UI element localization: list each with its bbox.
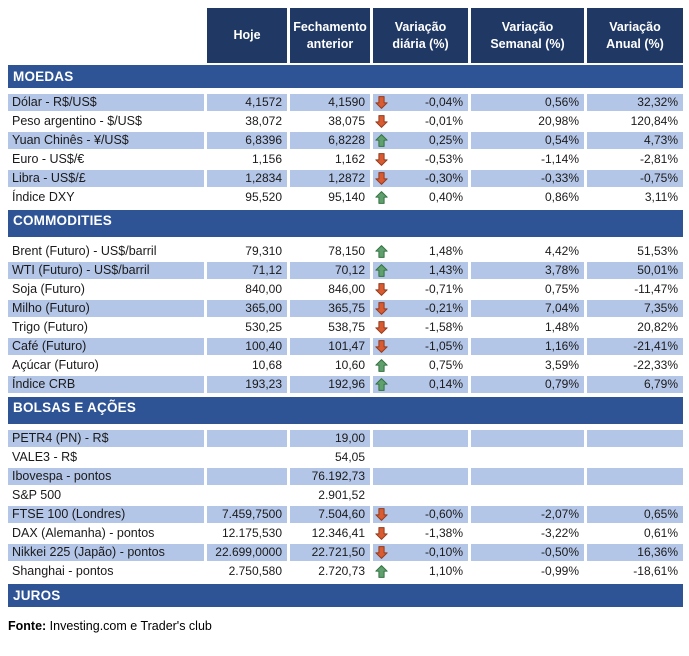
hoje-value: 95,520 <box>207 189 287 206</box>
fechamento-anterior-value: 2.901,52 <box>290 487 370 504</box>
fechamento-anterior-value: 19,00 <box>290 430 370 447</box>
row-label: FTSE 100 (Londres) <box>8 506 204 523</box>
trend-up-icon <box>375 190 388 205</box>
variacao-anual-value: 3,11% <box>587 189 683 206</box>
trend-up-icon <box>375 133 388 148</box>
table-row-euro-us <box>8 151 683 168</box>
hoje-value: 38,072 <box>207 113 287 130</box>
hoje-value: 365,00 <box>207 300 287 317</box>
hoje-value: 2.750,580 <box>207 563 287 580</box>
table-row-milho-futuro <box>8 300 683 317</box>
variacao-diaria-value: -0,53% <box>424 152 463 166</box>
variacao-anual-value: 7,35% <box>587 300 683 317</box>
variacao-semanal-value: 20,98% <box>471 113 584 130</box>
table-row-vale3-r <box>8 449 683 466</box>
fechamento-anterior-value: 78,150 <box>290 243 370 260</box>
variacao-semanal-value: 7,04% <box>471 300 584 317</box>
trend-up-icon <box>375 263 388 278</box>
row-label: Trigo (Futuro) <box>8 319 204 336</box>
variacao-semanal-value: 1,16% <box>471 338 584 355</box>
variacao-semanal-value: 1,48% <box>471 319 584 336</box>
hoje-value: 6,8396 <box>207 132 287 149</box>
variacao-semanal-value: 4,42% <box>471 243 584 260</box>
fechamento-anterior-value: 54,05 <box>290 449 370 466</box>
trend-down-icon <box>375 152 388 167</box>
variacao-anual-value <box>587 449 683 466</box>
variacao-diaria-value: -1,58% <box>424 320 463 334</box>
variacao-semanal-value: 0,86% <box>471 189 584 206</box>
trend-up-icon <box>375 358 388 373</box>
section-rows-moedas <box>8 94 683 206</box>
table-row-dax-alemanha-pontos <box>8 525 683 542</box>
variacao-semanal-value: -3,22% <box>471 525 584 542</box>
variacao-diaria-cell <box>373 357 468 374</box>
variacao-diaria-cell <box>373 525 468 542</box>
variacao-diaria-value: 0,25% <box>428 133 463 147</box>
variacao-diaria-value: -0,60% <box>424 507 463 521</box>
row-label: Yuan Chinês - ¥/US$ <box>8 132 204 149</box>
hoje-value: 10,68 <box>207 357 287 374</box>
row-label: DAX (Alemanha) - pontos <box>8 525 204 542</box>
variacao-semanal-value <box>471 487 584 504</box>
hoje-value: 12.175,530 <box>207 525 287 542</box>
variacao-semanal-value: -2,07% <box>471 506 584 523</box>
trend-down-icon <box>375 339 388 354</box>
hoje-value: 7.459,7500 <box>207 506 287 523</box>
trend-down-icon <box>375 507 388 522</box>
variacao-semanal-value: -0,50% <box>471 544 584 561</box>
hoje-value <box>207 487 287 504</box>
variacao-diaria-value: -0,21% <box>424 301 463 315</box>
row-label: Milho (Futuro) <box>8 300 204 317</box>
variacao-diaria-cell <box>373 243 468 260</box>
variacao-anual-value: 20,82% <box>587 319 683 336</box>
variacao-diaria-cell <box>373 338 468 355</box>
variacao-semanal-value: 0,54% <box>471 132 584 149</box>
column-header-hoje: Hoje <box>207 8 287 63</box>
fechamento-anterior-value: 4,1590 <box>290 94 370 111</box>
variacao-diaria-value: -1,05% <box>424 339 463 353</box>
trend-down-icon <box>375 95 388 110</box>
variacao-diaria-value: -0,04% <box>424 95 463 109</box>
variacao-anual-value: 0,61% <box>587 525 683 542</box>
hoje-value <box>207 449 287 466</box>
variacao-diaria-cell <box>373 132 468 149</box>
table-row-dolar-r-us <box>8 94 683 111</box>
variacao-semanal-value: 3,78% <box>471 262 584 279</box>
variacao-diaria-cell <box>373 300 468 317</box>
table-row-indice-crb <box>8 376 683 393</box>
variacao-diaria-value: -1,38% <box>424 526 463 540</box>
hoje-value: 530,25 <box>207 319 287 336</box>
row-label: S&P 500 <box>8 487 204 504</box>
table-row-cafe-futuro <box>8 338 683 355</box>
trend-down-icon <box>375 320 388 335</box>
variacao-diaria-cell <box>373 151 468 168</box>
table-row-trigo-futuro <box>8 319 683 336</box>
table-row-brent-futuro-us-barril <box>8 243 683 260</box>
trend-up-icon <box>375 564 388 579</box>
fechamento-anterior-value: 365,75 <box>290 300 370 317</box>
variacao-diaria-cell <box>373 170 468 187</box>
variacao-diaria-value: -0,01% <box>424 114 463 128</box>
variacao-anual-value <box>587 468 683 485</box>
trend-down-icon <box>375 114 388 129</box>
trend-down-icon <box>375 301 388 316</box>
variacao-diaria-cell <box>373 319 468 336</box>
table-row-shanghai-pontos <box>8 563 683 580</box>
table-row-ibovespa-pontos <box>8 468 683 485</box>
variacao-diaria-value: -0,10% <box>424 545 463 559</box>
variacao-anual-value: 6,79% <box>587 376 683 393</box>
fechamento-anterior-value: 76.192,73 <box>290 468 370 485</box>
row-label: Índice CRB <box>8 376 204 393</box>
section-header-commodities: COMMODITIES <box>8 210 683 237</box>
variacao-anual-value: -0,75% <box>587 170 683 187</box>
hoje-value <box>207 430 287 447</box>
variacao-semanal-value: 0,75% <box>471 281 584 298</box>
fechamento-anterior-value: 192,96 <box>290 376 370 393</box>
variacao-anual-value: -22,33% <box>587 357 683 374</box>
row-label: VALE3 - R$ <box>8 449 204 466</box>
variacao-diaria-cell <box>373 468 468 485</box>
fechamento-anterior-value: 38,075 <box>290 113 370 130</box>
column-header-variacao-anual: Variação Anual (%) <box>587 8 683 63</box>
variacao-anual-value: 16,36% <box>587 544 683 561</box>
variacao-anual-value <box>587 487 683 504</box>
variacao-diaria-value: 0,75% <box>428 358 463 372</box>
fechamento-anterior-value: 6,8228 <box>290 132 370 149</box>
variacao-semanal-value: 3,59% <box>471 357 584 374</box>
variacao-diaria-value: 1,10% <box>428 564 463 578</box>
variacao-diaria-value: -0,30% <box>424 171 463 185</box>
fechamento-anterior-value: 846,00 <box>290 281 370 298</box>
variacao-anual-value <box>587 430 683 447</box>
fechamento-anterior-value: 1,2872 <box>290 170 370 187</box>
variacao-diaria-cell <box>373 281 468 298</box>
row-label: Ibovespa - pontos <box>8 468 204 485</box>
hoje-value: 4,1572 <box>207 94 287 111</box>
column-header-variacao-diaria: Variação diária (%) <box>373 8 468 63</box>
fechamento-anterior-value: 101,47 <box>290 338 370 355</box>
hoje-value: 193,23 <box>207 376 287 393</box>
table-content <box>8 0 683 633</box>
variacao-diaria-value: -0,71% <box>424 282 463 296</box>
variacao-diaria-cell <box>373 449 468 466</box>
variacao-diaria-value: 1,48% <box>428 244 463 258</box>
table-row-indice-dxy <box>8 189 683 206</box>
fechamento-anterior-value: 538,75 <box>290 319 370 336</box>
hoje-value: 840,00 <box>207 281 287 298</box>
fechamento-anterior-value: 12.346,41 <box>290 525 370 542</box>
table-header-row <box>207 8 683 63</box>
variacao-diaria-cell <box>373 94 468 111</box>
variacao-semanal-value: 0,56% <box>471 94 584 111</box>
section-rows-bolsas-e-acoes <box>8 430 683 580</box>
variacao-diaria-cell <box>373 376 468 393</box>
row-label: Soja (Futuro) <box>8 281 204 298</box>
variacao-anual-value: 120,84% <box>587 113 683 130</box>
section-rows-commodities <box>8 243 683 393</box>
variacao-semanal-value: -1,14% <box>471 151 584 168</box>
row-label: Peso argentino - $/US$ <box>8 113 204 130</box>
hoje-value: 1,2834 <box>207 170 287 187</box>
table-row-ftse-100-londres <box>8 506 683 523</box>
row-label: Nikkei 225 (Japão) - pontos <box>8 544 204 561</box>
variacao-semanal-value <box>471 468 584 485</box>
fechamento-anterior-value: 2.720,73 <box>290 563 370 580</box>
row-label: Shanghai - pontos <box>8 563 204 580</box>
hoje-value: 22.699,0000 <box>207 544 287 561</box>
table-row-yuan-chines-us <box>8 132 683 149</box>
fechamento-anterior-value: 95,140 <box>290 189 370 206</box>
fechamento-anterior-value: 1,162 <box>290 151 370 168</box>
variacao-semanal-value <box>471 430 584 447</box>
variacao-diaria-cell <box>373 506 468 523</box>
variacao-semanal-value: -0,33% <box>471 170 584 187</box>
variacao-anual-value: -11,47% <box>587 281 683 298</box>
variacao-diaria-cell <box>373 262 468 279</box>
fechamento-anterior-value: 10,60 <box>290 357 370 374</box>
variacao-diaria-value: 0,40% <box>428 190 463 204</box>
row-label: Dólar - R$/US$ <box>8 94 204 111</box>
hoje-value: 71,12 <box>207 262 287 279</box>
variacao-diaria-value: 0,14% <box>428 377 463 391</box>
trend-up-icon <box>375 244 388 259</box>
trend-down-icon <box>375 171 388 186</box>
variacao-diaria-cell <box>373 113 468 130</box>
table-row-wti-futuro-us-barril <box>8 262 683 279</box>
row-label: WTI (Futuro) - US$/barril <box>8 262 204 279</box>
variacao-anual-value: -18,61% <box>587 563 683 580</box>
column-header-fechamento-anterior: Fechamento anterior <box>290 8 370 63</box>
table-row-s-p-500 <box>8 487 683 504</box>
row-label: Café (Futuro) <box>8 338 204 355</box>
row-label: Libra - US$/£ <box>8 170 204 187</box>
row-label: Brent (Futuro) - US$/barril <box>8 243 204 260</box>
trend-down-icon <box>375 545 388 560</box>
variacao-diaria-cell <box>373 563 468 580</box>
table-row-peso-argentino-us <box>8 113 683 130</box>
fechamento-anterior-value: 22.721,50 <box>290 544 370 561</box>
variacao-anual-value: 32,32% <box>587 94 683 111</box>
variacao-anual-value: 51,53% <box>587 243 683 260</box>
row-label: PETR4 (PN) - R$ <box>8 430 204 447</box>
section-header-bolsas-e-acoes: BOLSAS E AÇÕES <box>8 397 683 424</box>
fechamento-anterior-value: 70,12 <box>290 262 370 279</box>
trend-down-icon <box>375 282 388 297</box>
hoje-value: 100,40 <box>207 338 287 355</box>
hoje-value <box>207 468 287 485</box>
variacao-diaria-value: 1,43% <box>428 263 463 277</box>
row-label: Açúcar (Futuro) <box>8 357 204 374</box>
variacao-semanal-value: -0,99% <box>471 563 584 580</box>
section-header-juros: JUROS <box>8 584 683 607</box>
trend-up-icon <box>375 377 388 392</box>
variacao-semanal-value: 0,79% <box>471 376 584 393</box>
table-row-petr4-pn-r <box>8 430 683 447</box>
row-label: Índice DXY <box>8 189 204 206</box>
hoje-value: 1,156 <box>207 151 287 168</box>
section-header-moedas: MOEDAS <box>8 65 683 88</box>
fechamento-anterior-value: 7.504,60 <box>290 506 370 523</box>
table-row-nikkei-225-japao-pontos <box>8 544 683 561</box>
variacao-diaria-cell <box>373 430 468 447</box>
trend-down-icon <box>375 526 388 541</box>
source-text: Investing.com e Trader's club <box>46 619 212 633</box>
variacao-diaria-cell <box>373 189 468 206</box>
variacao-anual-value: 4,73% <box>587 132 683 149</box>
table-row-acucar-futuro <box>8 357 683 374</box>
variacao-semanal-value <box>471 449 584 466</box>
variacao-anual-value: 50,01% <box>587 262 683 279</box>
table-row-soja-futuro <box>8 281 683 298</box>
variacao-diaria-cell <box>373 544 468 561</box>
row-label: Euro - US$/€ <box>8 151 204 168</box>
table-sections <box>8 65 683 607</box>
source-label: Fonte: <box>8 619 47 633</box>
variacao-anual-value: 0,65% <box>587 506 683 523</box>
table-row-libra-us <box>8 170 683 187</box>
variacao-anual-value: -21,41% <box>587 338 683 355</box>
hoje-value: 79,310 <box>207 243 287 260</box>
source-note <box>8 619 683 633</box>
column-header-variacao-semanal: Variação Semanal (%) <box>471 8 584 63</box>
variacao-anual-value: -2,81% <box>587 151 683 168</box>
variacao-diaria-cell <box>373 487 468 504</box>
